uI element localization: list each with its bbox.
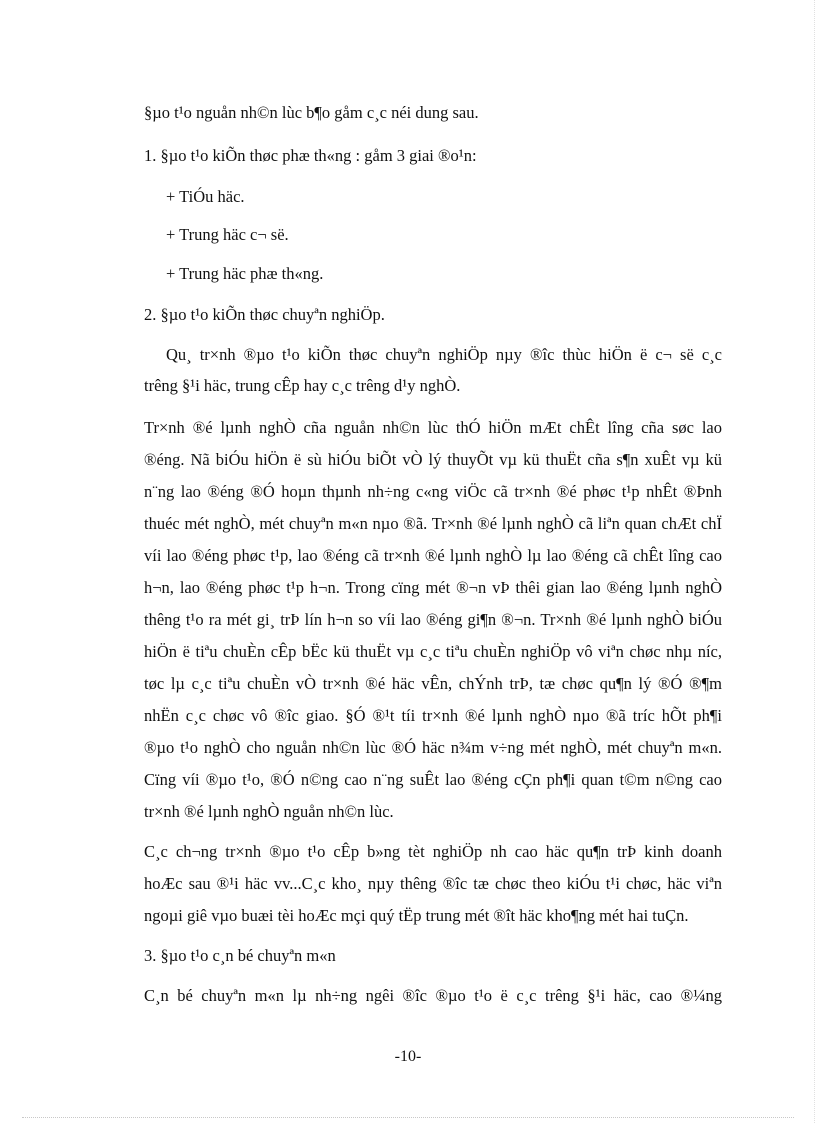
paragraph-line: C¸c ch¬ng tr×nh ®µo t¹o cÊp b»ng tèt nghiÖp nh cao häc qu¶n trÞ kinh doanh (144, 842, 722, 861)
paragraph-line: n¨ng lao ®éng ®Ó hoµn thµnh nh÷ng c«ng viÖc cã tr×nh ®é phøc t¹p nhÊt ®Þnh (144, 482, 722, 501)
paragraph-line: ®éng. Nã biÓu hiÖn ë sù hiÓu biÕt vÒ lý thuyÕt vµ kü thuËt cña s¶n xuÊt vµ kü (144, 450, 722, 469)
page-number: -10- (394, 1048, 422, 1065)
paragraph-line: Cïng víi ®µo t¹o, ®Ó n©ng cao n¨ng suÊt lao ®éng cÇn ph¶i quan t©m n©ng cao (144, 770, 722, 789)
paragraph-line: tr×nh ®é lµnh nghÒ nguån nh©n lùc. (144, 802, 394, 821)
paragraph-line: trêng §¹i häc, trung cÊp hay c¸c trêng d¹y nghÒ. (144, 376, 461, 395)
page-right-divider (814, 0, 815, 1123)
paragraph-line: hoÆc sau ®¹i häc vv...C¸c kho¸ nµy thêng ®îc tæ chøc theo kiÓu t¹i chøc, häc viªn (144, 874, 722, 893)
paragraph-line: tøc lµ c¸c tiªu chuÈn vÒ tr×nh ®é häc vÊn, chÝnh trÞ, tæ chøc qu¶n lý ®Ó ®¶m (144, 674, 722, 693)
list-item-lower-secondary: + Trung häc c¬ së. (166, 225, 289, 244)
paragraph-line: C¸n bé chuyªn m«n lµ nh÷ng ngêi ®îc ®µo t¹o ë c¸c trêng §¹i häc, cao ®¼ng (144, 986, 722, 1005)
list-item-primary: + TiÓu häc. (166, 187, 245, 206)
paragraph-line: thuéc mét nghÒ, mét chuyªn m«n nµo ®ã. Tr×nh ®é lµnh nghÒ cã liªn quan chÆt chÏ (144, 514, 722, 533)
paragraph-line: hiÖn ë tiªu chuÈn cÊp bËc kü thuËt vµ c¸c tiªu chuÈn nghiÖp vô viªn chøc nhµ níc, (144, 642, 722, 661)
paragraph-line: Tr×nh ®é lµnh nghÒ cña nguån nh©n lùc thÓ hiÖn mÆt chÊt lîng cña søc lao (144, 418, 722, 437)
paragraph-line: ngoµi giê vµo buæi tèi hoÆc mçi quý tËp trung mét ®ît häc kho¶ng mét hai tuÇn. (144, 906, 689, 925)
paragraph-line: Qu¸ tr×nh ®µo t¹o kiÕn thøc chuyªn nghiÖp nµy ®îc thùc hiÖn ë c¬ së c¸c (166, 345, 722, 364)
list-item-upper-secondary: + Trung häc phæ th«ng. (166, 264, 324, 283)
heading-general-knowledge: 1. §µo t¹o kiÕn thøc phæ th«ng : gåm 3 giai ®o¹n: (144, 146, 477, 165)
heading-professional-knowledge: 2. §µo t¹o kiÕn thøc chuyªn nghiÖp. (144, 305, 385, 324)
heading-specialist-training: 3. §µo t¹o c¸n bé chuyªn m«n (144, 946, 336, 965)
paragraph-line: thêng t¹o ra mét gi¸ trÞ lín h¬n so víi lao ®éng gi¶n ®¬n. Tr×nh ®é lµnh nghÒ biÓu (144, 610, 722, 629)
paragraph-line: h¬n, lao ®éng phøc t¹p h¬n. Trong cïng mét ®¬n vÞ thêi gian lao ®éng lµnh nghÒ (144, 578, 722, 597)
intro-line: §µo t¹o nguån nh©n lùc b¶o gåm c¸c néi dung sau. (144, 103, 479, 122)
paragraph-line: ®µo t¹o nghÒ cho nguån nh©n lùc ®Ó häc n¾m v÷ng mét nghÒ, mét chuyªn m«n. (144, 738, 722, 757)
paragraph-line: nhËn c¸c chøc vô ®îc giao. §Ó ®¹t tíi tr×nh ®é lµnh nghÒ nµo ®ã tríc hÕt ph¶i (144, 706, 722, 725)
paragraph-line: víi lao ®éng phøc t¹p, lao ®éng cã tr×nh ®é lµnh nghÒ lµ lao ®éng cã chÊt lîng cao (144, 546, 722, 565)
page-bottom-divider (22, 1117, 794, 1118)
